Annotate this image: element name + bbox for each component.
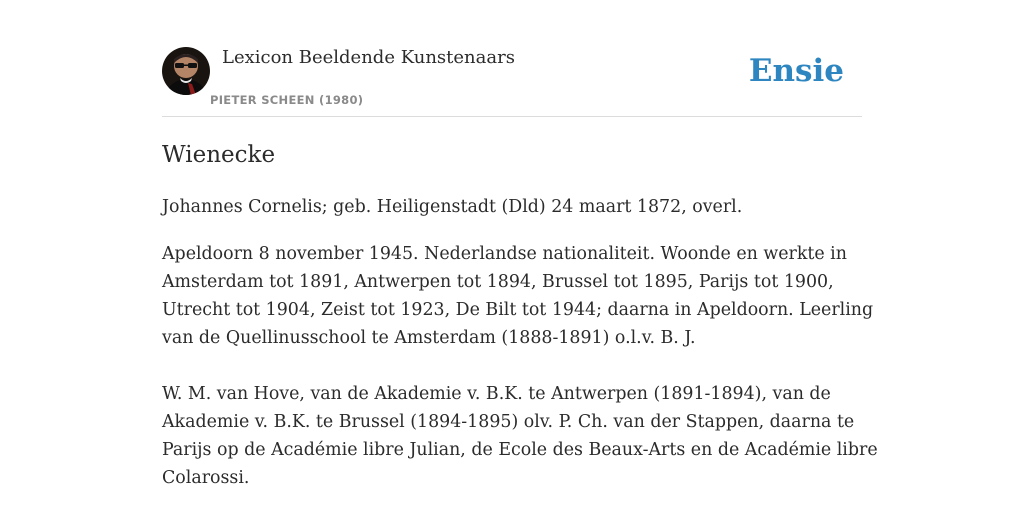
text-line: Colarossi. (162, 468, 250, 488)
text-line: van de Quellinusschool te Amsterdam (1888-1891) o.l.v. B. J. (162, 328, 696, 348)
text-line: Apeldoorn 8 november 1945. Nederlandse nationaliteit. Woonde en werkte in (162, 244, 847, 264)
lexicon-title[interactable]: Lexicon Beeldende Kunstenaars (222, 47, 515, 68)
article (162, 136, 878, 492)
text-line: Akademie v. B.K. te Brussel (1894-1895) olv. P. Ch. van der Stappen, daarna te (162, 412, 855, 432)
text-line: W. M. van Hove, van de Akademie v. B.K. te Antwerpen (1891-1894), van de (162, 384, 831, 404)
paragraph-2 (162, 240, 874, 352)
text-line: Amsterdam tot 1891, Antwerpen tot 1894, Brussel tot 1895, Parijs tot 1900, (162, 272, 834, 292)
article-title: Wienecke (162, 142, 276, 168)
text-line: Parijs op de Académie libre Julian, de Ecole des Beaux-Arts en de Académie libre (162, 440, 878, 460)
author-photo-icon (162, 47, 210, 95)
author-avatar[interactable] (162, 47, 210, 95)
text-line: Johannes Cornelis; geb. Heiligenstadt (Dld) 24 maart 1872, overl. (162, 197, 743, 217)
paragraph-1 (162, 193, 862, 221)
text-line: Utrecht tot 1904, Zeist tot 1923, De Bilt tot 1944; daarna in Apeldoorn. Leerling (162, 300, 874, 320)
paragraph-3 (162, 380, 878, 492)
author-name[interactable]: PIETER SCHEEN (1980) (210, 93, 364, 107)
ensie-logo[interactable]: Ensie (748, 53, 844, 89)
header (162, 46, 862, 117)
